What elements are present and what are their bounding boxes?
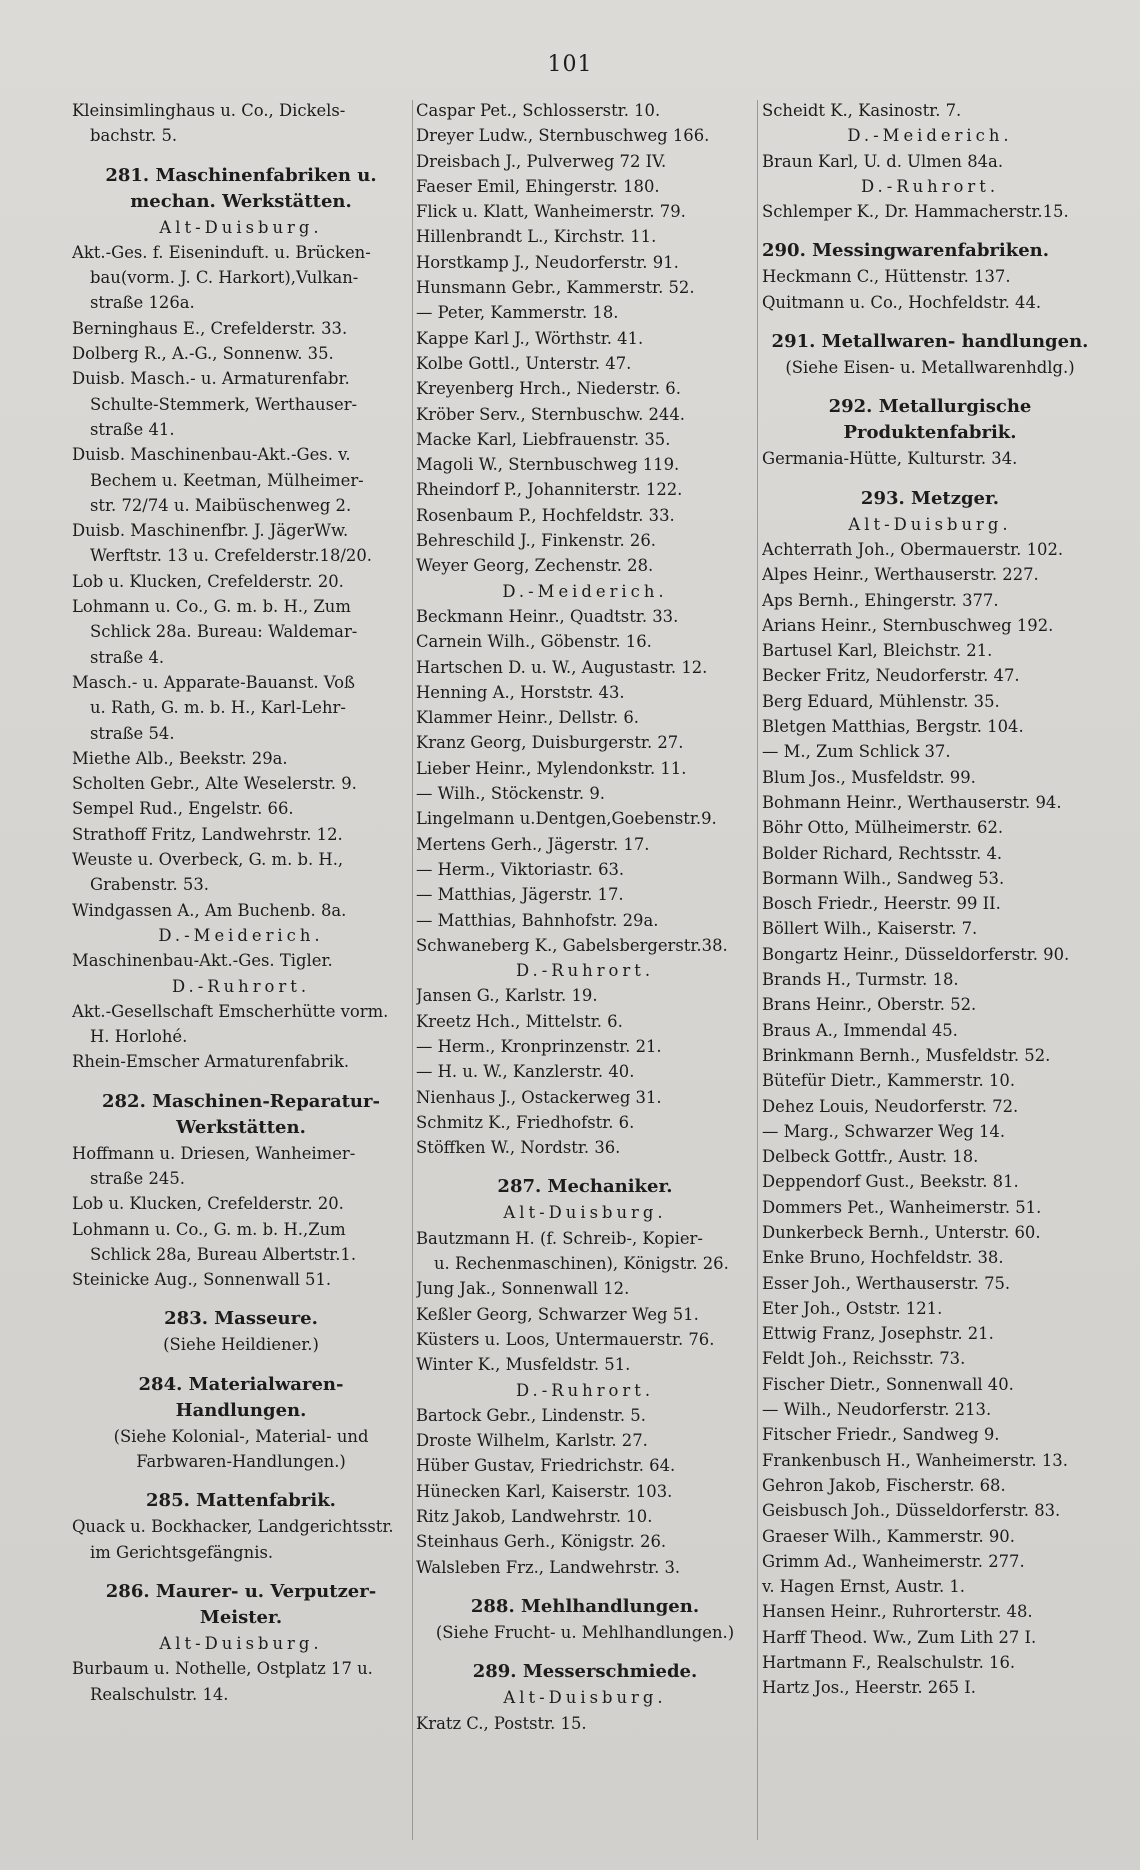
column-rule-2	[757, 100, 758, 1840]
directory-entry: Lohmann u. Co., G. m. b. H., Zum	[72, 597, 351, 617]
directory-entry: Sempel Rud., Engelstr. 66.	[72, 799, 294, 819]
directory-entry: Lohmann u. Co., G. m. b. H.,Zum	[72, 1219, 346, 1239]
directory-entry: — Matthias, Bahnhofstr. 29a.	[416, 910, 659, 930]
section-heading: 292. Metallurgische Produktenfabrik.	[828, 396, 1032, 444]
directory-entry: — Herm., Kronprinzenstr. 21.	[416, 1036, 662, 1056]
directory-entry: Bosch Friedr., Heerstr. 99 II.	[762, 894, 1001, 914]
directory-entry: Bartusel Karl, Bleichstr. 21.	[762, 641, 993, 661]
directory-entry: Grimm Ad., Wanheimerstr. 277.	[762, 1551, 1025, 1571]
entry-continuation: straße 4.	[90, 647, 165, 667]
section-heading: 281. Maschinenfabriken u. mechan. Werkstätten.	[105, 164, 377, 212]
directory-entry: Nienhaus J., Ostackerweg 31.	[416, 1087, 662, 1107]
directory-entry: Henning A., Horststr. 43.	[416, 682, 625, 702]
directory-entry: Bautzmann H. (f. Schreib-, Kopier-	[416, 1228, 703, 1248]
district-heading: D.-Ruhrort.	[171, 976, 311, 996]
directory-entry: Frankenbusch H., Wanheimerstr. 13.	[762, 1450, 1068, 1470]
directory-entry: Jansen G., Karlstr. 19.	[416, 986, 598, 1006]
directory-entry: Quack u. Bockhacker, Landgerichtsstr.	[72, 1517, 394, 1537]
section-heading: 291. Metallwaren- handlungen.	[771, 331, 1089, 353]
directory-entry: Blum Jos., Musfeldstr. 99.	[762, 767, 976, 787]
directory-entry: Dreyer Ludw., Sternbuschweg 166.	[416, 126, 710, 146]
directory-entry: Lieber Heinr., Mylendonkstr. 11.	[416, 758, 687, 778]
directory-entry: Duisb. Maschinenbau-Akt.-Ges. v.	[72, 445, 351, 465]
directory-entry: Brans Heinr., Oberstr. 52.	[762, 995, 977, 1015]
entry-continuation: Schulte-Stemmerk, Werthauser-	[90, 394, 358, 414]
directory-entry: Jung Jak., Sonnenwall 12.	[416, 1279, 630, 1299]
section-heading: 283. Masseure.	[164, 1308, 318, 1330]
directory-entry: Behreschild J., Finkenstr. 26.	[416, 531, 656, 551]
directory-entry: Dommers Pet., Wanheimerstr. 51.	[762, 1197, 1042, 1217]
directory-entry: Steinhaus Gerh., Königstr. 26.	[416, 1532, 667, 1552]
directory-entry: Burbaum u. Nothelle, Ostplatz 17 u.	[72, 1659, 373, 1679]
directory-entry: Brands H., Turmstr. 18.	[762, 970, 959, 990]
directory-entry: Brinkmann Bernh., Musfeldstr. 52.	[762, 1045, 1051, 1065]
directory-entry: Horstkamp J., Neudorferstr. 91.	[416, 252, 679, 272]
directory-entry: Lob u. Klucken, Crefelderstr. 20.	[72, 571, 344, 591]
directory-entry: Hansen Heinr., Ruhrorterstr. 48.	[762, 1602, 1033, 1622]
entry-continuation: Grabenstr. 53.	[90, 875, 209, 895]
entry-continuation: straße 126a.	[90, 293, 195, 313]
entry-continuation: bachstr. 5.	[90, 126, 178, 146]
directory-entry: Bormann Wilh., Sandweg 53.	[762, 868, 1005, 888]
directory-entry: Walsleben Frz., Landwehrstr. 3.	[416, 1557, 681, 1577]
directory-entry: Kreetz Hch., Mittelstr. 6.	[416, 1011, 623, 1031]
directory-entry: Berninghaus E., Crefelderstr. 33.	[72, 318, 348, 338]
district-heading: D.-Ruhrort.	[860, 176, 1000, 196]
column-3	[762, 98, 1098, 1701]
directory-entry: Keßler Georg, Schwarzer Weg 51.	[416, 1304, 699, 1324]
district-heading: Alt-Duisburg.	[503, 1688, 667, 1708]
section-heading: 282. Maschinen-Reparatur- Werkstätten.	[102, 1090, 380, 1138]
directory-entry: Rhein-Emscher Armaturenfabrik.	[72, 1052, 350, 1072]
directory-entry: Kratz C., Poststr. 15.	[416, 1713, 587, 1733]
directory-entry: Schmitz K., Friedhofstr. 6.	[416, 1112, 635, 1132]
district-heading: D.-Ruhrort.	[515, 1380, 655, 1400]
directory-entry: Masch.- u. Apparate-Bauanst. Voß	[72, 672, 355, 692]
directory-entry: Rosenbaum P., Hochfeldstr. 33.	[416, 505, 675, 525]
directory-entry: Windgassen A., Am Buchenb. 8a.	[72, 900, 347, 920]
directory-entry: Scheidt K., Kasinostr. 7.	[762, 101, 962, 120]
directory-entry: Flick u. Klatt, Wanheimerstr. 79.	[416, 202, 686, 222]
entry-continuation: str. 72/74 u. Maibüschenweg 2.	[90, 495, 352, 515]
directory-entry: Becker Fritz, Neudorferstr. 47.	[762, 666, 1020, 686]
entry-continuation: H. Horlohé.	[90, 1027, 188, 1047]
cross-reference-note: (Siehe Frucht- u. Mehlhandlungen.)	[435, 1622, 735, 1642]
directory-entry: Duisb. Masch.- u. Armaturenfabr.	[72, 369, 350, 389]
directory-entry: Ettwig Franz, Josephstr. 21.	[762, 1324, 994, 1344]
district-heading: D.-Meiderich.	[847, 126, 1013, 146]
directory-entry: Enke Bruno, Hochfeldstr. 38.	[762, 1248, 1004, 1268]
directory-entry: Dunkerbeck Bernh., Unterstr. 60.	[762, 1222, 1041, 1242]
district-heading: D.-Meiderich.	[502, 581, 668, 601]
district-heading: Alt-Duisburg.	[159, 217, 323, 237]
directory-entry: Germania-Hütte, Kulturstr. 34.	[762, 449, 1018, 469]
directory-entry: Achterrath Joh., Obermauerstr. 102.	[762, 539, 1064, 559]
directory-entry: v. Hagen Ernst, Austr. 1.	[762, 1577, 966, 1597]
directory-entry: — Peter, Kammerstr. 18.	[416, 303, 619, 323]
directory-entry: Weyer Georg, Zechenstr. 28.	[416, 556, 654, 576]
directory-entry: Quitmann u. Co., Hochfeldstr. 44.	[762, 292, 1042, 312]
district-heading: D.-Meiderich.	[158, 925, 324, 945]
entry-continuation: Schlick 28a. Bureau: Waldemar-	[90, 622, 358, 642]
cross-reference-note: (Siehe Heildiener.)	[163, 1335, 319, 1355]
district-heading: D.-Ruhrort.	[515, 961, 655, 981]
directory-entry: Droste Wilhelm, Karlstr. 27.	[416, 1431, 648, 1451]
directory-entry: Delbeck Gottfr., Austr. 18.	[762, 1147, 979, 1167]
directory-entry: Hartz Jos., Heerstr. 265 I.	[762, 1678, 976, 1698]
directory-entry: Hoffmann u. Driesen, Wanheimer-	[72, 1143, 356, 1163]
directory-entry: Fischer Dietr., Sonnenwall 40.	[762, 1374, 1014, 1394]
directory-entry: Bütefür Dietr., Kammerstr. 10.	[762, 1071, 1016, 1091]
directory-entry: Kranz Georg, Duisburgerstr. 27.	[416, 733, 684, 753]
directory-entry: Dolberg R., A.-G., Sonnenw. 35.	[72, 344, 334, 364]
directory-entry: Gehron Jakob, Fischerstr. 68.	[762, 1475, 1006, 1495]
directory-entry: Carnein Wilh., Göbenstr. 16.	[416, 632, 652, 652]
directory-entry: Magoli W., Sternbuschweg 119.	[416, 455, 680, 475]
directory-entry: Heckmann C., Hüttenstr. 137.	[762, 267, 1011, 287]
directory-entry: Hartmann F., Realschulstr. 16.	[762, 1653, 1016, 1673]
directory-entry: Alpes Heinr., Werthauserstr. 227.	[762, 565, 1039, 585]
directory-entry: Maschinenbau-Akt.-Ges. Tigler.	[72, 951, 333, 971]
directory-entry: Berg Eduard, Mühlenstr. 35.	[762, 691, 1000, 711]
district-heading: Alt-Duisburg.	[159, 1633, 323, 1653]
directory-entry: Hunsmann Gebr., Kammerstr. 52.	[416, 278, 695, 298]
directory-entry: Braun Karl, U. d. Ulmen 84a.	[762, 151, 1004, 171]
directory-entry: Harff Theod. Ww., Zum Lith 27 I.	[762, 1627, 1037, 1647]
directory-entry: Rheindorf P., Johanniterstr. 122.	[416, 480, 683, 500]
directory-entry: Winter K., Musfeldstr. 51.	[416, 1355, 631, 1375]
entry-continuation: straße 245.	[90, 1168, 185, 1188]
directory-entry: Böllert Wilh., Kaiserstr. 7.	[762, 919, 978, 939]
directory-entry: Steinicke Aug., Sonnenwall 51.	[72, 1270, 332, 1290]
entry-continuation: straße 54.	[90, 723, 175, 743]
section-heading: 290. Messingwarenfabriken.	[762, 240, 1050, 262]
directory-entry: Dehez Louis, Neudorferstr. 72.	[762, 1096, 1019, 1116]
directory-entry: Bletgen Matthias, Bergstr. 104.	[762, 717, 1024, 737]
directory-entry: — Wilh., Neudorferstr. 213.	[762, 1400, 992, 1420]
directory-entry: Kreyenberg Hrch., Niederstr. 6.	[416, 379, 681, 399]
directory-entry: Kolbe Gottl., Unterstr. 47.	[416, 353, 632, 373]
directory-entry: — Herm., Viktoriastr. 63.	[416, 859, 625, 879]
directory-entry: Hünecken Karl, Kaiserstr. 103.	[416, 1481, 673, 1501]
cross-reference-note: (Siehe Kolonial-, Material- und	[113, 1426, 369, 1446]
directory-entry: Ritz Jakob, Landwehrstr. 10.	[416, 1507, 653, 1527]
entry-continuation: Realschulstr. 14.	[90, 1684, 229, 1704]
entry-continuation: u. Rechenmaschinen), Königstr. 26.	[434, 1254, 729, 1274]
entry-continuation: bau(vorm. J. C. Harkort),Vulkan-	[90, 268, 359, 288]
directory-entry: Arians Heinr., Sternbuschweg 192.	[762, 615, 1054, 635]
directory-entry: — Matthias, Jägerstr. 17.	[416, 885, 624, 905]
directory-entry: Kappe Karl J., Wörthstr. 41.	[416, 328, 644, 348]
directory-entry: Strathoff Fritz, Landwehrstr. 12.	[72, 824, 343, 844]
entry-continuation: Bechem u. Keetman, Mülheimer-	[90, 470, 364, 490]
directory-entry: Scholten Gebr., Alte Weselerstr. 9.	[72, 774, 357, 794]
directory-entry: Bongartz Heinr., Düsseldorferstr. 90.	[762, 944, 1070, 964]
section-heading: 288. Mehlhandlungen.	[470, 1595, 700, 1617]
directory-entry: Beckmann Heinr., Quadtstr. 33.	[416, 606, 679, 626]
directory-entry: Kleinsimlinghaus u. Co., Dickels-	[72, 101, 346, 120]
directory-entry: Eter Joh., Oststr. 121.	[762, 1298, 943, 1318]
directory-entry: Graeser Wilh., Kammerstr. 90.	[762, 1526, 1015, 1546]
directory-entry: — M., Zum Schlick 37.	[762, 742, 951, 762]
directory-entry: Duisb. Maschinenfbr. J. JägerWw.	[72, 521, 349, 541]
directory-entry: Hüber Gustav, Friedrichstr. 64.	[416, 1456, 676, 1476]
district-heading: Alt-Duisburg.	[848, 514, 1012, 534]
directory-entry: Miethe Alb., Beekstr. 29a.	[72, 748, 288, 768]
directory-entry: Esser Joh., Werthauserstr. 75.	[762, 1273, 1011, 1293]
directory-entry: Lingelmann u.Dentgen,Goebenstr.9.	[416, 809, 717, 829]
directory-entry: Hillenbrandt L., Kirchstr. 11.	[416, 227, 657, 247]
directory-entry: Stöffken W., Nordstr. 36.	[416, 1138, 621, 1158]
directory-entry: Bartock Gebr., Lindenstr. 5.	[416, 1405, 646, 1425]
directory-entry: Akt.-Ges. f. Eiseninduft. u. Brücken-	[72, 242, 371, 262]
directory-entry: Fitscher Friedr., Sandweg 9.	[762, 1425, 1000, 1445]
directory-entry: Hartschen D. u. W., Augustastr. 12.	[416, 657, 708, 677]
directory-entry: Faeser Emil, Ehingerstr. 180.	[416, 176, 660, 196]
directory-entry: — Wilh., Stöckenstr. 9.	[416, 784, 605, 804]
section-heading: 286. Maurer- u. Verputzer- Meister.	[105, 1580, 377, 1628]
directory-entry: Macke Karl, Liebfrauenstr. 35.	[416, 429, 671, 449]
cross-reference-note: Farbwaren-Handlungen.)	[136, 1452, 346, 1472]
entry-continuation: im Gerichtsgefängnis.	[90, 1542, 274, 1562]
entry-continuation: straße 41.	[90, 419, 175, 439]
section-heading: 287. Mechaniker.	[497, 1176, 673, 1198]
directory-entry: Caspar Pet., Schlosserstr. 10.	[416, 101, 661, 120]
directory-entry: Feldt Joh., Reichsstr. 73.	[762, 1349, 966, 1369]
district-heading: Alt-Duisburg.	[503, 1203, 667, 1223]
directory-entry: Akt.-Gesellschaft Emscherhütte vorm.	[72, 1001, 389, 1021]
cross-reference-note: (Siehe Eisen- u. Metallwarenhdlg.)	[785, 358, 1075, 378]
directory-entry: — H. u. W., Kanzlerstr. 40.	[416, 1062, 635, 1082]
directory-entry: Küsters u. Loos, Untermauerstr. 76.	[416, 1329, 715, 1349]
directory-entry: Mertens Gerh., Jägerstr. 17.	[416, 834, 650, 854]
directory-entry: Weuste u. Overbeck, G. m. b. H.,	[72, 850, 344, 870]
column-1	[72, 98, 410, 1707]
directory-entry: Braus A., Immendal 45.	[762, 1020, 958, 1040]
directory-entry: Schlemper K., Dr. Hammacherstr.15.	[762, 202, 1069, 222]
entry-continuation: Schlick 28a, Bureau Albertstr.1.	[90, 1244, 357, 1264]
directory-entry: Lob u. Klucken, Crefelderstr. 20.	[72, 1194, 344, 1214]
directory-entry: — Marg., Schwarzer Weg 14.	[762, 1121, 1006, 1141]
section-heading: 289. Messerschmiede.	[472, 1661, 698, 1683]
entry-continuation: Werftstr. 13 u. Crefelderstr.18/20.	[90, 546, 372, 566]
page-number: 101	[547, 52, 593, 77]
section-heading: 285. Mattenfabrik.	[146, 1490, 336, 1512]
directory-entry: Geisbusch Joh., Düsseldorferstr. 83.	[762, 1501, 1061, 1521]
directory-entry: Klammer Heinr., Dellstr. 6.	[416, 708, 639, 728]
directory-entry: Bolder Richard, Rechtsstr. 4.	[762, 843, 1003, 863]
section-heading: 293. Metzger.	[860, 487, 1000, 509]
column-2	[416, 98, 754, 1736]
entry-continuation: u. Rath, G. m. b. H., Karl-Lehr-	[90, 698, 346, 718]
directory-entry: Dreisbach J., Pulverweg 72 IV.	[416, 151, 667, 171]
section-heading: 284. Materialwaren- Handlungen.	[138, 1373, 344, 1421]
directory-entry: Bohmann Heinr., Werthauserstr. 94.	[762, 792, 1062, 812]
directory-entry: Böhr Otto, Mülheimerstr. 62.	[762, 818, 1004, 838]
column-rule-1	[412, 100, 413, 1840]
directory-entry: Deppendorf Gust., Beekstr. 81.	[762, 1172, 1019, 1192]
directory-entry: Aps Bernh., Ehingerstr. 377.	[762, 590, 999, 610]
directory-entry: Schwaneberg K., Gabelsbergerstr.38.	[416, 935, 728, 955]
directory-entry: Kröber Serv., Sternbuschw. 244.	[416, 404, 685, 424]
